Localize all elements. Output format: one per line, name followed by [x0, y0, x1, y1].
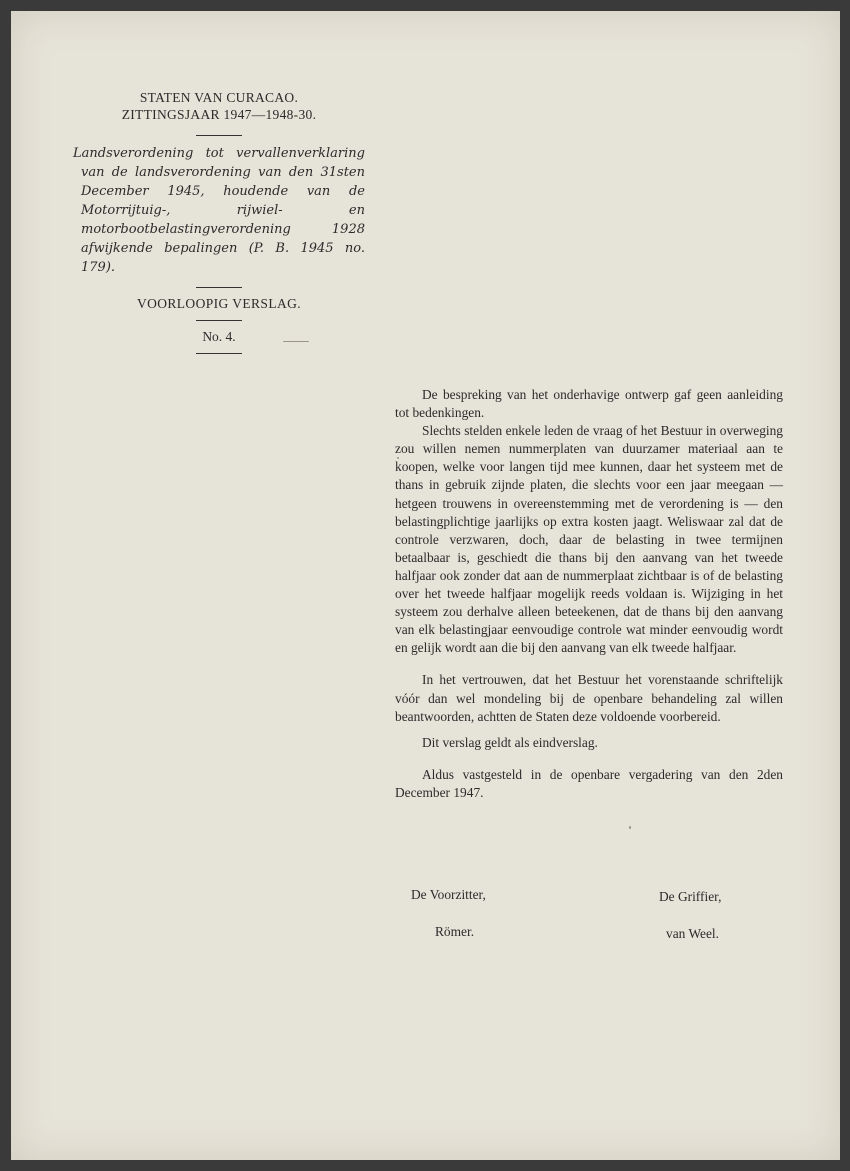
- divider-rule: [196, 353, 242, 354]
- chairman-title: De Voorzitter,: [411, 887, 486, 902]
- registrar-title: De Griffier,: [659, 889, 722, 904]
- report-title: VOORLOOPIG VERSLAG.: [136, 296, 302, 311]
- divider-rule: [196, 320, 242, 321]
- session-year: ZITTINGSJAAR 1947—1948-30.: [121, 107, 317, 122]
- header-block: [73, 89, 365, 362]
- document-page: [11, 11, 840, 1160]
- institution-title: STATEN VAN CURACAO.: [139, 90, 299, 105]
- body-paragraph: Slechts stelden enkele leden de vraag of het Bestuur in overweging zou willen nemen nummerplaten van duurzamer materiaal aan te koopen, welke voor langen tijd mee kunnen, daar het systeem met de thans in gebruik zijnde platen, die slechts voor een jaar meegaan — hetgeen trouwens in overeenstemming met de verordening is — den belastingplichtige jaarlijks op extra kosten jaagt. Weliswaar zal dat de controle verzwaren, doch, daar de belasting in twee termijnen betaalbaar is, geschiedt die thans bij den aanvang van het tweede halfjaar ook zonder dat aan de nummerplaat zichtbaar is of de belasting over het tweede halfjaar mogelijk reeds voldaan is. Wijziging in het systeem zou derhalve alleen beteekenen, dat de thans bij den aanvang van elk belastingjaar eenvoudige controle wat minder eenvoudig wordt en gelijk wordt aan die bij den aanvang van elk tweede halfjaar.: [395, 423, 783, 656]
- report-body: [395, 386, 783, 802]
- body-paragraph: De bespreking van het onderhavige ontwerp gaf geen aanleiding tot bedenkingen.: [395, 387, 783, 421]
- ordinance-description: Landsverordening tot vervallenverklaring van de landsverordening van den 31sten December 1945, houdende van de Motorrijtuig-, rijwiel- en motorbootbelastingverordening 1928 afwijkende bepalingen (P. B. 1945 no. 179).: [73, 146, 365, 275]
- paper-speck: [629, 826, 631, 829]
- chairman-name: Römer.: [435, 924, 475, 939]
- paper-speck: [283, 341, 309, 342]
- report-number: No. 4.: [202, 329, 236, 344]
- registrar-name: van Weel.: [666, 926, 719, 941]
- divider-rule: [196, 287, 242, 288]
- body-paragraph: In het vertrouwen, dat het Bestuur het vorenstaande schriftelijk vóór dan wel mondeling bij de openbare behandeling zal willen beantwoorden, achtten de Staten deze voldoende voorbereid.: [395, 672, 783, 724]
- body-paragraph: Dit verslag geldt als eindverslag.: [422, 734, 598, 750]
- body-paragraph: Aldus vastgesteld in de openbare vergadering van den 2den December 1947.: [395, 766, 783, 800]
- divider-rule: [196, 135, 242, 136]
